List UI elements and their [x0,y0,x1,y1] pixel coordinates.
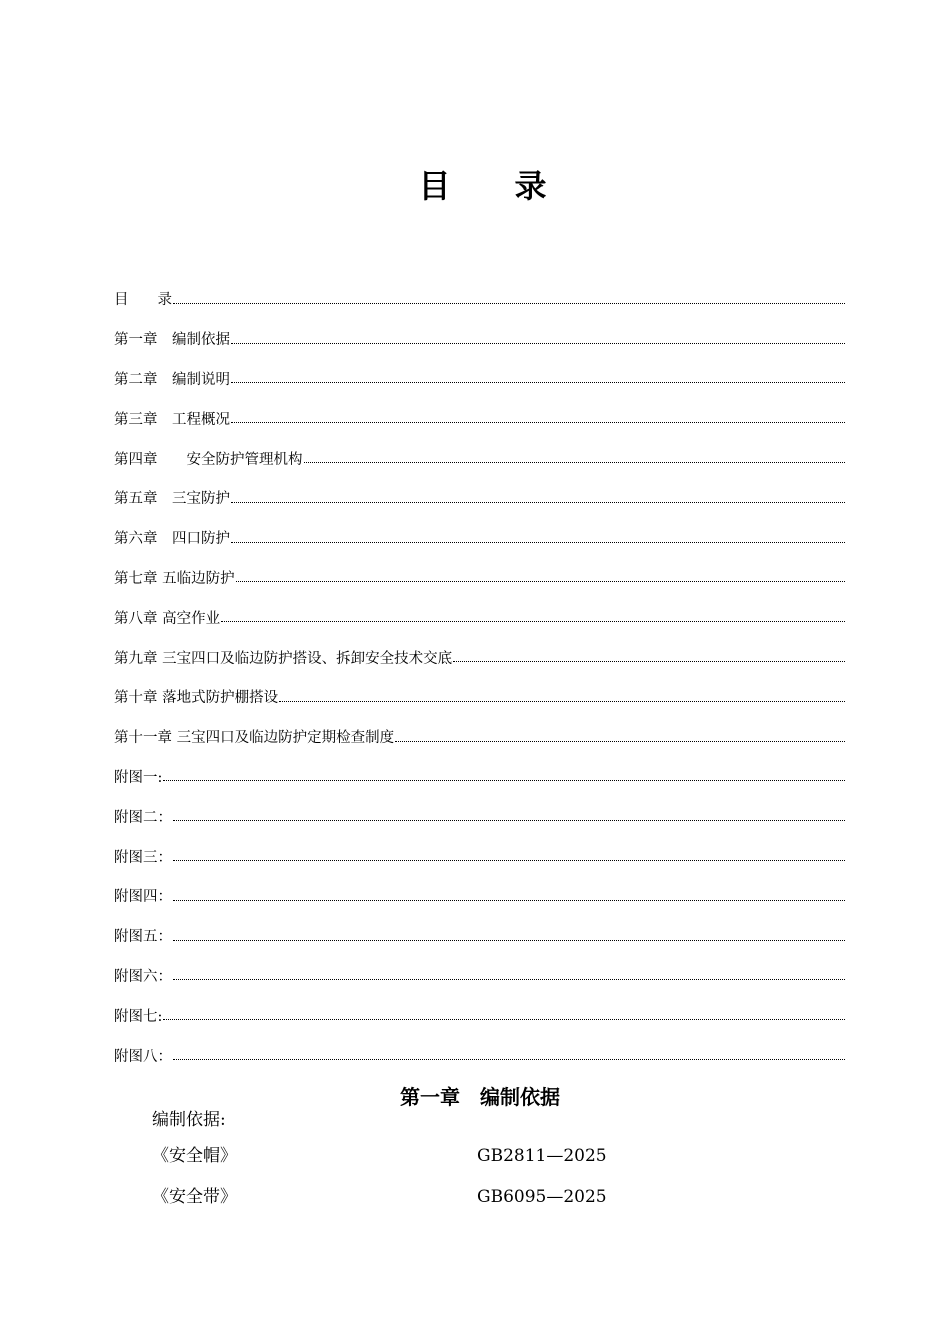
toc-dot-leader [304,462,846,463]
toc-entry-label: 第六章 四口防护 [114,531,230,548]
toc-entry-label: 附图一: [114,769,163,786]
toc-entry[interactable] [114,398,845,438]
toc-entry-label: 目 录 [114,292,172,309]
toc-entry[interactable] [114,677,845,717]
toc-entry-label: 第三章 工程概况 [114,411,230,428]
toc-entry-label: 第八章 高空作业 [114,610,221,627]
standards-list [152,1142,652,1224]
toc-entry[interactable] [114,916,845,956]
page-title: 目 录 [418,167,547,205]
toc-dot-leader [173,820,845,821]
toc-entry-label: 附图二： [114,809,172,826]
toc-dot-leader [231,542,845,543]
toc-entry[interactable] [114,836,845,876]
toc-entry[interactable] [114,637,845,677]
toc-dot-leader [173,303,845,304]
standard-name: 《安全帽》 [152,1146,237,1166]
toc-entry-label: 第九章 三宝四口及临边防护搭设、拆卸安全技术交底 [114,650,453,667]
toc-entry[interactable] [114,558,845,598]
toc-entry-label: 附图八： [114,1048,172,1065]
toc-entry[interactable] [114,1035,845,1075]
toc-dot-leader [236,581,845,582]
toc-entry[interactable] [114,876,845,916]
toc-entry[interactable] [114,478,845,518]
toc-entry[interactable] [114,518,845,558]
toc-entry-label: 第一章 编制依据 [114,332,230,349]
basis-intro: 编制依据: [152,1110,226,1130]
toc-dot-leader [173,1059,845,1060]
toc-entry[interactable] [114,438,845,478]
standard-row [152,1183,652,1224]
toc-dot-leader [163,1019,845,1020]
toc-dot-leader [231,343,845,344]
toc-entry[interactable] [114,995,845,1035]
toc-dot-leader [173,979,845,980]
toc-entry-label: 附图四： [114,889,172,906]
standard-row [152,1142,652,1183]
toc-entry-label: 附图六： [114,968,172,985]
toc-dot-leader [221,621,845,622]
toc-entry-label: 第二章 编制说明 [114,371,230,388]
toc-dot-leader [279,701,845,702]
toc-entry-label: 第五章 三宝防护 [114,491,230,508]
toc-entry[interactable] [114,717,845,757]
toc-dot-leader [453,661,845,662]
toc-entry-label: 第十一章 三宝四口及临边防护定期检查制度 [114,730,395,747]
toc-entry[interactable] [114,757,845,797]
toc-dot-leader [231,382,845,383]
toc-entry-label: 附图三： [114,849,172,866]
standard-name: 《安全带》 [152,1187,237,1207]
toc-entry-label: 第十章 落地式防护棚搭设 [114,690,279,707]
toc-dot-leader [173,860,845,861]
toc-entry-label: 附图七: [114,1008,163,1025]
toc-entry[interactable] [114,796,845,836]
toc-entry[interactable] [114,279,845,319]
toc-entry[interactable] [114,359,845,399]
chapter-heading: 第一章 编制依据 [400,1085,560,1109]
toc-entry-label: 第四章 安全防护管理机构 [114,451,303,468]
toc-dot-leader [163,780,845,781]
toc-entry-label: 第七章 五临边防护 [114,570,235,587]
toc-dot-leader [395,741,845,742]
toc-entry[interactable] [114,597,845,637]
toc-dot-leader [231,422,845,423]
toc-dot-leader [231,502,845,503]
toc-entry-label: 附图五： [114,929,172,946]
toc-dot-leader [173,940,845,941]
toc-dot-leader [173,900,845,901]
standard-code: GB2811—2025 [477,1146,607,1166]
toc-entry[interactable] [114,956,845,996]
toc-entry[interactable] [114,319,845,359]
standard-code: GB6095—2025 [477,1187,607,1207]
table-of-contents [114,279,845,1075]
